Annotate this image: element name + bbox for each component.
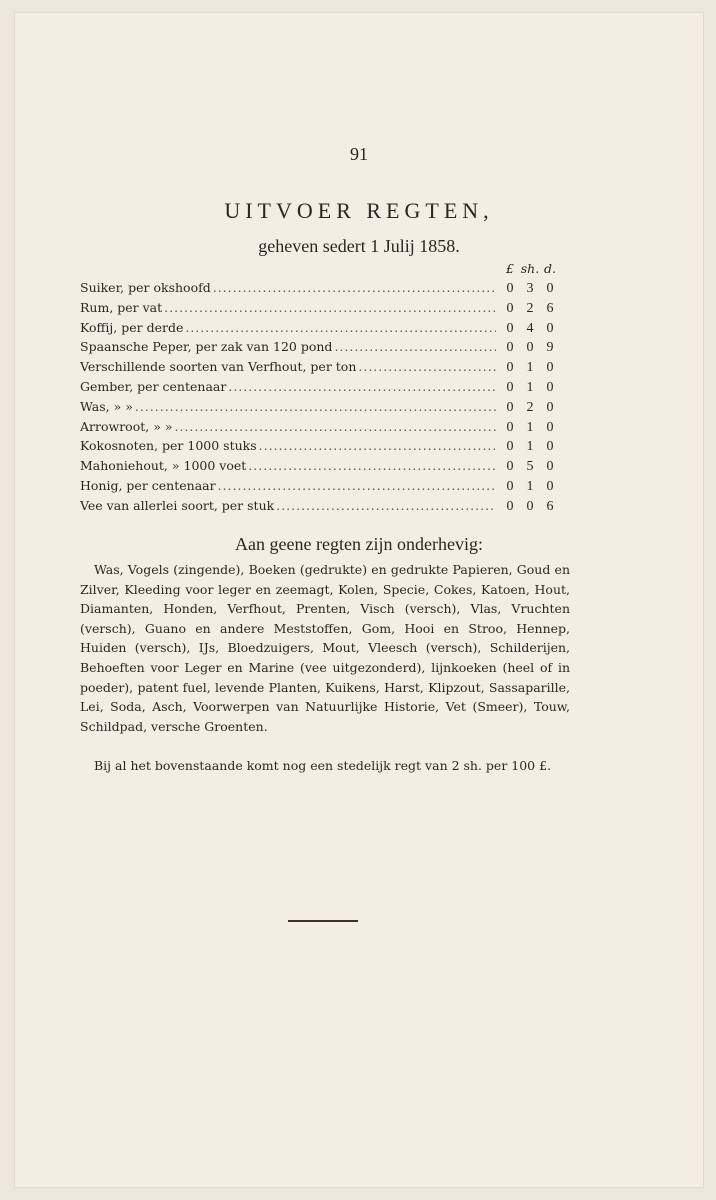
dot-leader: [218, 476, 496, 496]
amount-shilling: 4: [526, 320, 534, 336]
amount-pound: 0: [506, 340, 514, 356]
end-rule: [288, 920, 358, 922]
amount-shilling: 0: [526, 340, 534, 356]
amount-shilling: 5: [526, 459, 534, 475]
amount-shilling: 1: [526, 478, 534, 494]
amount-pence: 0: [546, 459, 554, 475]
municipal-duty-note: Bij al het bovenstaande komt nog een stedelijk regt van 2 sh. per 100 £.: [94, 758, 552, 773]
item-name: Mahoniehout, » 1000 voet: [80, 458, 247, 474]
item-name: Arrowroot, » »: [80, 418, 173, 434]
table-row: [80, 496, 560, 516]
page-number: 91: [350, 144, 368, 164]
amount-pence: 0: [546, 439, 554, 455]
table-row: [80, 337, 560, 357]
amount-pound: 0: [506, 478, 514, 494]
table-row: [80, 476, 560, 496]
amount-pence: 6: [546, 300, 554, 316]
amount-shilling: 0: [526, 498, 534, 514]
book-page: [14, 12, 704, 1188]
amount-pence: 0: [546, 320, 554, 336]
dot-leader: [174, 417, 496, 437]
item-name: Verschillende soorten van Verfhout, per ton: [80, 359, 357, 375]
amount-pence: 0: [546, 399, 554, 415]
amount-pence: 0: [546, 419, 554, 435]
item-name: Kokosnoten, per 1000 stuks: [80, 438, 257, 454]
amount-pence: 0: [546, 379, 554, 395]
item-name: Was, » »: [80, 398, 133, 414]
item-name: Vee van allerlei soort, per stuk: [80, 497, 275, 513]
amount-pence: 0: [546, 360, 554, 376]
table-row: [80, 357, 560, 377]
dot-leader: [213, 278, 496, 298]
exempt-goods-paragraph: Was, Vogels (zingende), Boeken (gedrukte) en gedrukte Papieren, Goud en Zilver, Kleeding voor leger en zeemagt, Kolen, Specie, Cokes, Katoen, Hout, Diamanten, Honden, Verfhout, Prenten, Visch (versch), Vlas, Vruchten (versch), Guano en andere Meststoffen, Gom, Hooi en Stroo, Hennep, Huiden (versch), IJs, Bloedzuigers, Mout, Vleesch (versch), Schilderijen, Behoeften voor Leger en Marine (vee uitgezonderd), lijnkoeken (heel of in poeder), patent fuel, levende Planten, Kuikens, Harst, Klipzout, Sassaparille, Lei, Soda, Asch, Voorwerpen van Natuurlijke Historie, Vet (Smeer), Touw, Schildpad, versche Groenten.: [80, 562, 570, 734]
amount-pound: 0: [506, 300, 514, 316]
item-name: Gember, per centenaar: [80, 378, 227, 394]
tariff-table-header: [80, 260, 560, 278]
amount-shilling: 2: [526, 399, 534, 415]
item-name: Koffij, per derde: [80, 319, 184, 335]
dot-leader: [358, 357, 496, 377]
amount-shilling: 1: [526, 439, 534, 455]
page-title: UITVOER REGTEN,: [224, 198, 494, 223]
amount-pound: 0: [506, 498, 514, 514]
amount-pound: 0: [506, 459, 514, 475]
section-heading: Aan geene regten zijn onderhevig:: [235, 534, 483, 554]
dot-leader: [135, 397, 496, 417]
amount-pence: 0: [546, 281, 554, 296]
amount-pound: 0: [506, 320, 514, 336]
amount-shilling: 1: [526, 379, 534, 395]
amount-shilling: 3: [526, 281, 534, 296]
dot-leader: [228, 377, 496, 397]
amount-pound: 0: [506, 439, 514, 455]
dot-leader: [334, 337, 496, 357]
amount-pound: 0: [506, 360, 514, 376]
dot-leader: [248, 456, 496, 476]
page-subtitle: geheven sedert 1 Julij 1858.: [258, 236, 460, 256]
header-pound: £: [506, 261, 514, 276]
table-row: [80, 417, 560, 437]
amount-shilling: 1: [526, 360, 534, 376]
amount-pound: 0: [506, 281, 514, 296]
tariff-rows: [80, 278, 560, 516]
dot-leader: [259, 436, 496, 456]
amount-shilling: 2: [526, 300, 534, 316]
table-row: [80, 278, 560, 298]
tariff-table: [80, 260, 560, 516]
amount-pound: 0: [506, 399, 514, 415]
header-pence: d.: [544, 261, 556, 276]
header-shilling: sh.: [520, 261, 540, 276]
item-name: Honig, per centenaar: [80, 477, 216, 493]
dot-leader: [276, 496, 496, 516]
item-name: Spaansche Peper, per zak van 120 pond: [80, 339, 333, 355]
table-row: [80, 397, 560, 417]
item-name: Suiker, per okshoofd: [80, 280, 211, 295]
dot-leader: [164, 298, 496, 318]
amount-pence: 0: [546, 478, 554, 494]
table-row: [80, 377, 560, 397]
table-row: [80, 436, 560, 456]
dot-leader: [185, 318, 496, 338]
amount-pence: 9: [546, 340, 554, 356]
table-row: [80, 456, 560, 476]
amount-shilling: 1: [526, 419, 534, 435]
table-row: [80, 318, 560, 338]
amount-pound: 0: [506, 379, 514, 395]
table-row: [80, 298, 560, 318]
amount-pence: 6: [546, 498, 554, 514]
amount-pound: 0: [506, 419, 514, 435]
item-name: Rum, per vat: [80, 299, 163, 315]
